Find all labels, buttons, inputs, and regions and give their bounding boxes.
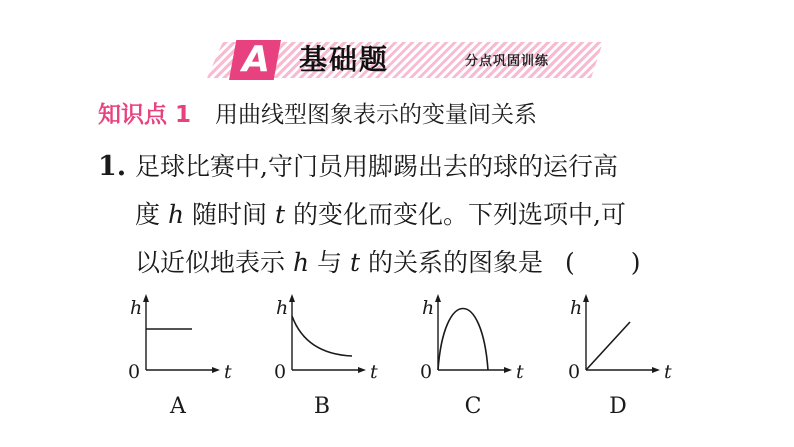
option-b-label[interactable]: B bbox=[313, 394, 331, 419]
y-axis-label: h bbox=[276, 297, 289, 319]
answer-paren-open: ( bbox=[564, 248, 575, 277]
answer-blank[interactable] bbox=[565, 238, 641, 288]
knowledge-point-heading bbox=[98, 98, 537, 132]
y-axis-label: h bbox=[570, 297, 583, 319]
x-axis-arrow-icon bbox=[652, 367, 660, 373]
y-axis-arrow-icon bbox=[289, 294, 295, 302]
section-banner bbox=[207, 38, 603, 82]
y-axis-arrow-icon bbox=[143, 294, 149, 302]
origin-label: 0 bbox=[420, 361, 433, 383]
curve-decreasing bbox=[292, 316, 352, 356]
graph-c-svg bbox=[418, 292, 548, 382]
question-text: 的关系的图象是 bbox=[360, 248, 543, 277]
option-b-graph[interactable] bbox=[272, 292, 402, 382]
question-text: 的变化而变化。下列选项中,可 bbox=[285, 200, 626, 229]
x-axis-arrow-icon bbox=[212, 367, 220, 373]
knowledge-point-text: 用曲线型图象表示的变量间关系 bbox=[215, 102, 538, 128]
question-text: 与 bbox=[309, 248, 350, 277]
question-line-3 bbox=[135, 238, 641, 288]
banner-subtitle: 分点巩固训练 bbox=[465, 54, 550, 69]
banner-title: 基础题 bbox=[299, 43, 390, 76]
variable-h: h bbox=[167, 200, 185, 229]
variable-h: h bbox=[292, 248, 310, 277]
x-axis-arrow-icon bbox=[358, 367, 366, 373]
origin-label: 0 bbox=[274, 361, 287, 383]
x-axis-label: t bbox=[664, 361, 672, 383]
option-c-graph[interactable] bbox=[418, 292, 548, 382]
origin-label: 0 bbox=[568, 361, 581, 383]
variable-t: t bbox=[349, 248, 361, 277]
graph-d-svg bbox=[566, 292, 696, 382]
question-text: 随时间 bbox=[184, 200, 275, 229]
question-number: 1. bbox=[98, 151, 127, 182]
origin-label: 0 bbox=[128, 361, 141, 383]
x-axis-label: t bbox=[224, 361, 232, 383]
question-line-1: 足球比赛中,守门员用脚踢出去的球的运行高 bbox=[135, 152, 618, 181]
variable-t: t bbox=[274, 200, 286, 229]
curve-parabola-arch bbox=[438, 309, 488, 371]
x-axis-arrow-icon bbox=[504, 367, 512, 373]
x-axis-label: t bbox=[516, 361, 524, 383]
graph-a-svg bbox=[126, 292, 256, 382]
question-text: 度 bbox=[135, 200, 168, 229]
option-c-label[interactable]: C bbox=[464, 394, 482, 419]
curve-increasing-line bbox=[586, 322, 630, 370]
banner-letter: A bbox=[242, 39, 270, 80]
x-axis-label: t bbox=[370, 361, 378, 383]
option-d-label[interactable]: D bbox=[609, 394, 627, 419]
question-line-2 bbox=[135, 190, 626, 240]
option-a-graph[interactable] bbox=[126, 292, 256, 382]
knowledge-point-label: 知识点 1 bbox=[98, 102, 192, 128]
y-axis-label: h bbox=[130, 297, 143, 319]
answer-paren-close: ) bbox=[630, 248, 641, 277]
y-axis-arrow-icon bbox=[583, 294, 589, 302]
graph-b-svg bbox=[272, 292, 402, 382]
option-d-graph[interactable] bbox=[566, 292, 696, 382]
y-axis-label: h bbox=[422, 297, 435, 319]
y-axis-arrow-icon bbox=[435, 294, 441, 302]
option-a-label[interactable]: A bbox=[170, 394, 186, 419]
question-text: 以近似地表示 bbox=[135, 248, 293, 277]
